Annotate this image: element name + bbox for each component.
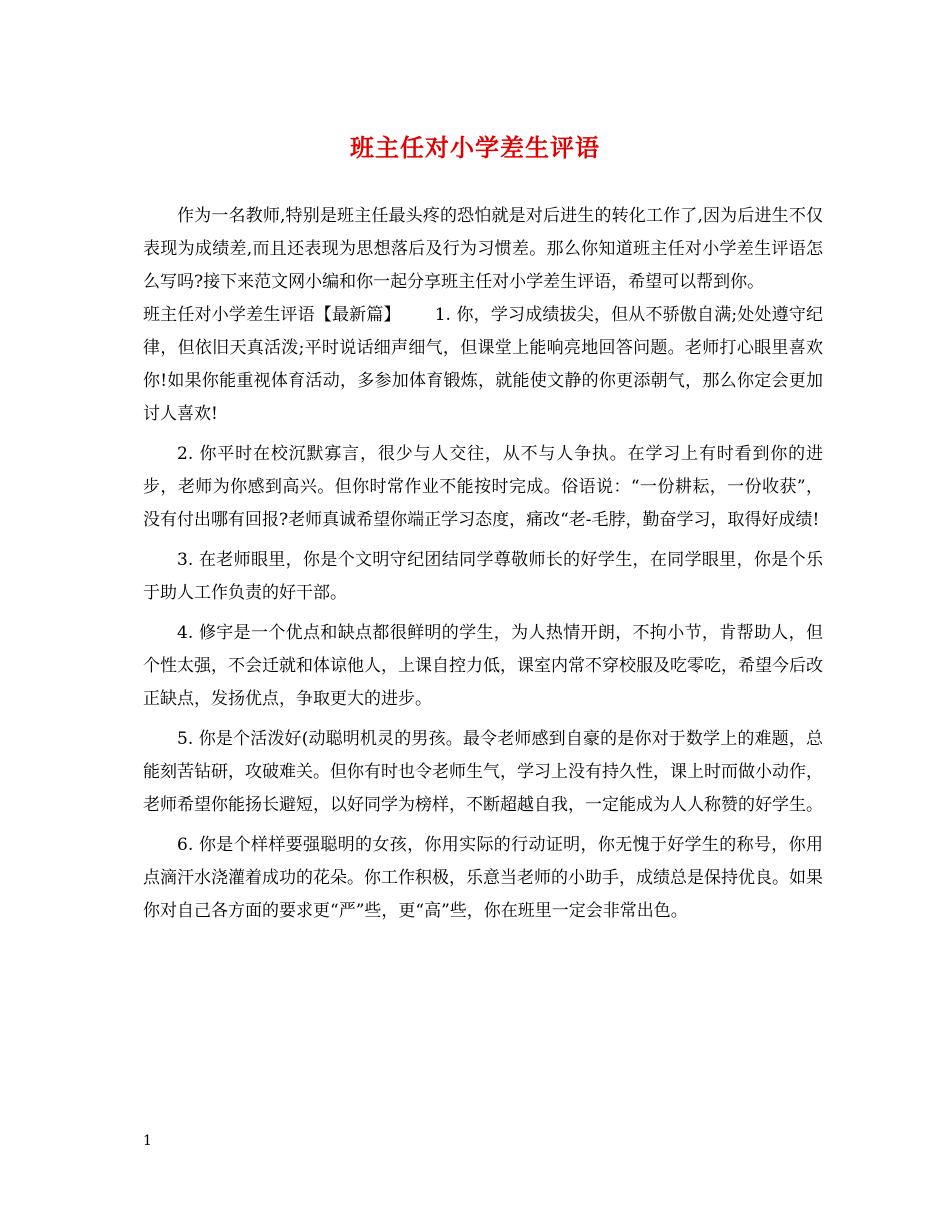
comment-paragraph-4: 4. 修宇是一个优点和缺点都很鲜明的学生，为人热情开朗，不拘小节，肯帮助人，但个性太强，不会迁就和体谅他人，上课自控力低，课室内常不穿校服及吃零吃，希望今后改正缺点，发扬优点，争取更大的进步。	[143, 623, 823, 709]
page-number: 1	[143, 1133, 152, 1149]
section-heading: 班主任对小学差生评语【最新篇】	[143, 305, 401, 325]
intro-paragraph: 作为一名教师,特别是班主任最头疼的恐怕就是对后进生的转化工作了,因为后进生不仅表现为成绩差,而且还表现为思想落后及行为习惯差。那么你知道班主任对小学差生评语怎么写吗?接下来范文网小编和你一起分享班主任对小学差生评语，希望可以帮到你。	[143, 206, 823, 292]
document-body	[143, 200, 823, 935]
comment-paragraph-2: 2. 你平时在校沉默寡言，很少与人交往，从不与人争执。在学习上有时看到你的进步，老师为你感到高兴。但你时常作业不能按时完成。俗语说：“一份耕耘，一份收获”，没有付出哪有回报?老师真诚希望你端正学习态度，痛改“老-毛脖，勤奋学习，取得好成绩!	[143, 444, 823, 530]
comment-paragraph-6: 6. 你是个样样要强聪明的女孩，你用实际的行动证明，你无愧于好学生的称号，你用点滴汗水浇灌着成功的花朵。你工作积极，乐意当老师的小助手，成绩总是保持优良。如果你对自己各方面的要求更“严”些，更“高”些，你在班里一定会非常出色。	[143, 835, 823, 921]
comment-paragraph-5: 5. 你是个活泼好(动聪明机灵的男孩。最令老师感到自豪的是你对于数学上的难题，总能刻苦钻研，攻破难关。但你有时也令老师生气，学习上没有持久性，课上时而做小动作，老师希望你能扬长避短，以好同学为榜样，不断超越自我，一定能成为人人称赞的好学生。	[143, 729, 823, 815]
page-title: 班主任对小学差生评语	[350, 133, 600, 162]
comment-paragraph-1	[143, 299, 823, 431]
comment-paragraph-3: 3. 在老师眼里，你是个文明守纪团结同学尊敬师长的好学生，在同学眼里，你是个乐于助人工作负责的好干部。	[143, 550, 823, 603]
comment-1: 1. 你，学习成绩拔尖，但从不骄傲自满;处处遵守纪律，但依旧天真活泼;平时说话细声细气，但课堂上能响亮地回答问题。老师打心眼里喜欢你!如果你能重视体育活动，多参加体育锻炼，就能使文静的你更添朝气，那么你定会更加讨人喜欢!	[143, 305, 824, 424]
